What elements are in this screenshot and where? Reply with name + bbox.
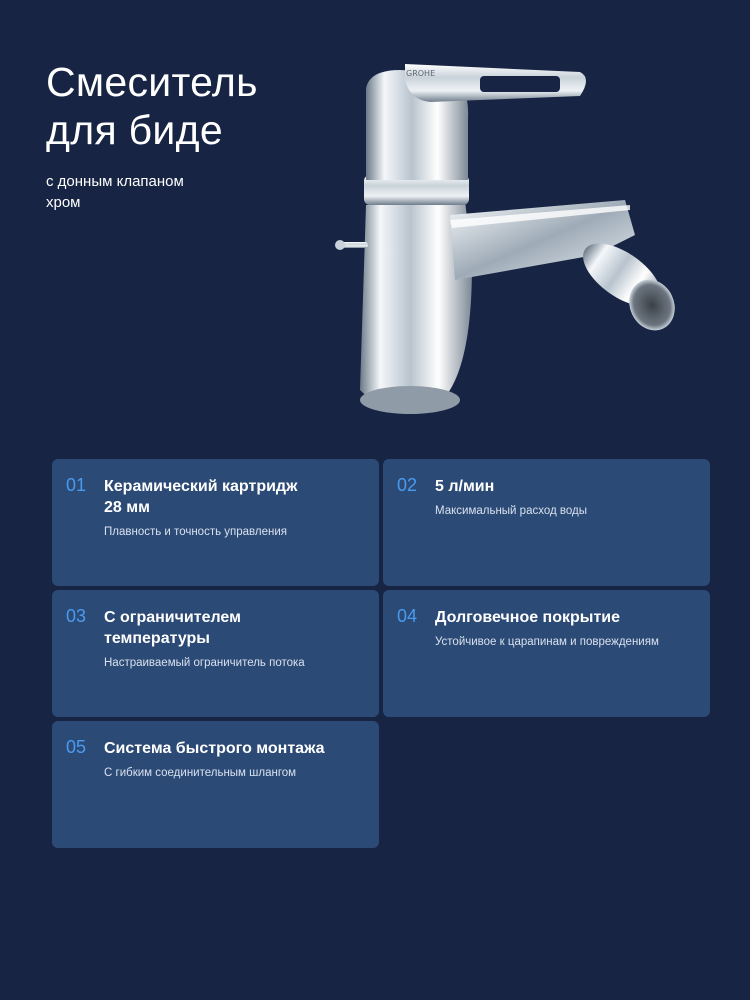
product-subtitle: с донным клапаном хром xyxy=(46,173,184,211)
feature-title: Керамический картридж 28 мм xyxy=(104,478,298,516)
feature-title: Система быстрого монтажа xyxy=(104,740,325,757)
feature-description: С гибким соединительным шлангом xyxy=(104,767,297,779)
brand-logo: GROHE xyxy=(406,69,436,78)
feature-description: Настраиваемый ограничитель потока xyxy=(104,657,305,669)
feature-number: 04 xyxy=(397,606,418,626)
feature-title: Долговечное покрытие xyxy=(435,609,621,626)
feature-card-quick-install xyxy=(52,721,379,848)
features-grid xyxy=(52,459,710,848)
feature-description: Плавность и точность управления xyxy=(104,526,287,538)
page-title: Смеситель для биде xyxy=(46,59,258,153)
feature-number: 05 xyxy=(66,737,87,757)
feature-card-durable-coating xyxy=(383,590,710,717)
feature-number: 03 xyxy=(66,606,87,626)
feature-number: 01 xyxy=(66,475,87,495)
feature-number: 02 xyxy=(397,475,418,495)
feature-card-temperature-limiter xyxy=(52,590,379,717)
feature-description: Максимальный расход воды xyxy=(435,505,587,517)
feature-description: Устойчивое к царапинам и повреждениям xyxy=(435,636,659,648)
feature-card-flow-rate xyxy=(383,459,710,586)
feature-title: С ограничителем температуры xyxy=(104,609,241,647)
bidet-faucet-image xyxy=(330,50,700,430)
feature-title: 5 л/мин xyxy=(435,478,495,495)
feature-card-cartridge xyxy=(52,459,379,586)
